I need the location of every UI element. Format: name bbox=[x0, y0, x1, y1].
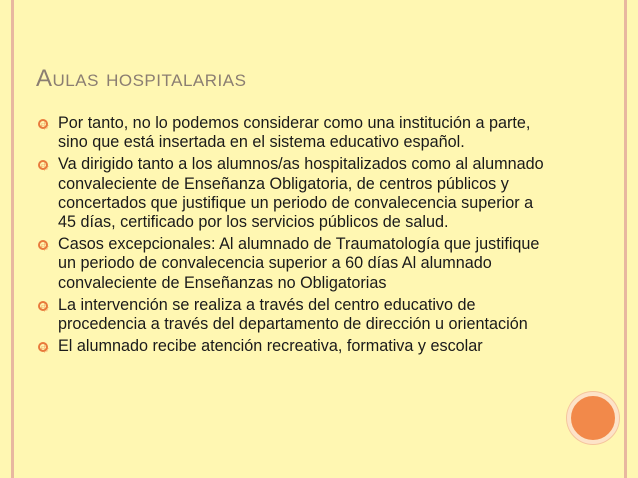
bullet-text: Va dirigido tanto a los alumnos/as hospitalizados como al alumnado convaleciente de Enseñanza Obligatoria, de centros públicos y concertados que justifique un periodo de convalecencia superior a 45 días, certificado por los servicios públicos de salud. bbox=[58, 155, 544, 232]
bullet-item bbox=[36, 235, 546, 293]
bullet-list bbox=[36, 114, 546, 359]
bullet-text: Casos excepcionales: Al alumnado de Traumatología que justifique un periodo de convalecencia superior a 60 días Al alumnado convaleciente de Enseñanzas no Obligatorias bbox=[58, 235, 540, 292]
bullet-item bbox=[36, 337, 546, 356]
right-border-stripe bbox=[624, 0, 627, 478]
bullet-text: Por tanto, no lo podemos considerar como una institución a parte, sino que está insertada en el sistema educativo español. bbox=[58, 114, 531, 152]
ring-bullet-icon bbox=[38, 240, 48, 250]
bullet-item bbox=[36, 114, 546, 152]
bullet-item bbox=[36, 155, 546, 232]
left-border-stripe bbox=[11, 0, 14, 478]
bullet-text: El alumnado recibe atención recreativa, formativa y escolar bbox=[58, 337, 483, 356]
ring-bullet-icon bbox=[38, 160, 48, 170]
ring-bullet-icon bbox=[38, 119, 48, 129]
decorative-circle bbox=[567, 392, 619, 444]
slide-title: Aulas hospitalarias bbox=[36, 65, 247, 92]
ring-bullet-icon bbox=[38, 342, 48, 352]
bullet-text: La intervención se realiza a través del centro educativo de procedencia a través del departamento de dirección u orientación bbox=[58, 295, 528, 334]
bullet-item bbox=[36, 296, 546, 334]
ring-bullet-icon bbox=[38, 301, 48, 311]
